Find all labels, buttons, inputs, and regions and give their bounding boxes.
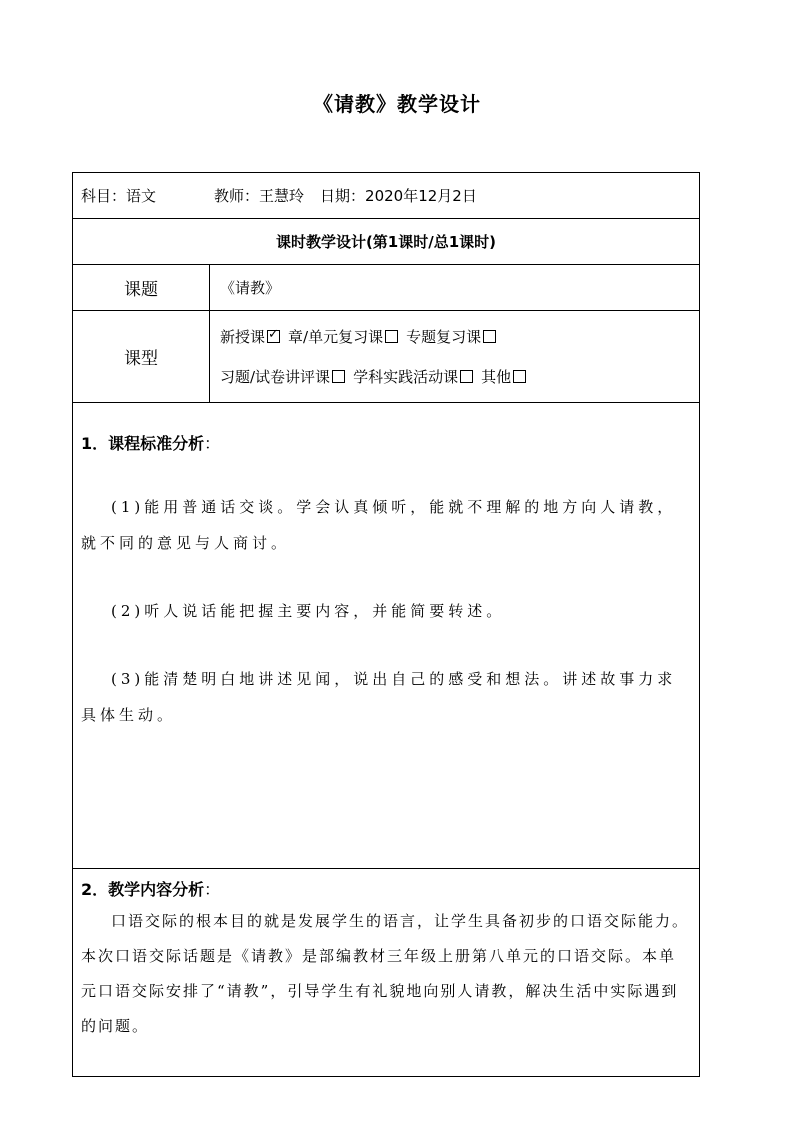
lesson-type-option[interactable] bbox=[220, 368, 345, 386]
topic-row bbox=[73, 265, 700, 311]
section-2-heading-colon: ： bbox=[204, 880, 221, 899]
checked-checkbox-icon[interactable] bbox=[267, 330, 280, 343]
option-label: 习题/试卷讲评课 bbox=[220, 367, 331, 386]
section-2-heading bbox=[81, 877, 691, 900]
lesson-type-option[interactable] bbox=[353, 368, 473, 386]
lesson-subtitle: 课时教学设计(第1课时/总1课时) bbox=[73, 219, 700, 265]
lesson-type-option[interactable] bbox=[406, 328, 496, 346]
lesson-type-option[interactable] bbox=[220, 328, 280, 346]
section-1-heading-colon: ： bbox=[204, 434, 221, 453]
date-field: 日期：2020年12月2日 bbox=[320, 187, 477, 205]
option-label: 专题复习课 bbox=[406, 327, 482, 346]
section-1-heading-text: 1．课程标准分析 bbox=[81, 434, 205, 453]
meta-cell bbox=[73, 173, 700, 219]
subject-field: 科目：语文 bbox=[81, 187, 157, 205]
checkbox-icon[interactable] bbox=[332, 370, 345, 383]
option-label: 章/单元复习课 bbox=[288, 327, 384, 346]
lesson-type-option[interactable] bbox=[288, 328, 398, 346]
content-analysis-text: 口语交际的根本目的就是发展学生的语言，让学生具备初步的口语交际能力。本次口语交际话题是《请教》是部编教材三年级上册第八单元的口语交际。本单元口语交际安排了“请教”，引导学生有礼貌地向别人请教，解决生活中实际遇到的问题。 bbox=[81, 912, 690, 1035]
section-2-heading-text: 2．教学内容分析 bbox=[81, 880, 205, 899]
lesson-type-options bbox=[210, 311, 700, 403]
options-row-2 bbox=[220, 357, 699, 397]
lesson-type-option[interactable] bbox=[481, 368, 526, 386]
topic-value: 《请教》 bbox=[210, 265, 700, 311]
option-label: 新授课 bbox=[220, 327, 266, 346]
meta-row bbox=[73, 173, 700, 219]
lesson-plan-table bbox=[72, 172, 700, 1077]
standard-item-1: (1)能用普通话交谈。学会认真倾听，能就不理解的地方向人请教，就不同的意见与人商讨。 bbox=[81, 498, 677, 552]
section-2 bbox=[73, 869, 700, 1077]
checkbox-icon[interactable] bbox=[460, 370, 473, 383]
lesson-type-label: 课型 bbox=[73, 311, 210, 403]
standard-item-2: (2)听人说话能把握主要内容，并能简要转述。 bbox=[111, 602, 506, 620]
standard-item-3: (3)能清楚明白地讲述见闻，说出自己的感受和想法。讲述故事力求具体生动。 bbox=[81, 670, 677, 724]
section-1-row bbox=[73, 403, 700, 869]
document-title: 《请教》教学设计 bbox=[313, 92, 481, 116]
topic-label: 课题 bbox=[73, 265, 210, 311]
options-row-1 bbox=[220, 317, 699, 357]
subtitle-row bbox=[73, 219, 700, 265]
lesson-type-row bbox=[73, 311, 700, 403]
section-2-row bbox=[73, 869, 700, 1077]
checkbox-icon[interactable] bbox=[385, 330, 398, 343]
section-1-heading bbox=[81, 431, 691, 454]
teacher-field: 教师：王慧玲 bbox=[214, 187, 305, 205]
checkbox-icon[interactable] bbox=[513, 370, 526, 383]
checkbox-icon[interactable] bbox=[483, 330, 496, 343]
option-label: 学科实践活动课 bbox=[353, 367, 459, 386]
section-1 bbox=[73, 403, 700, 869]
option-label: 其他 bbox=[481, 367, 512, 386]
